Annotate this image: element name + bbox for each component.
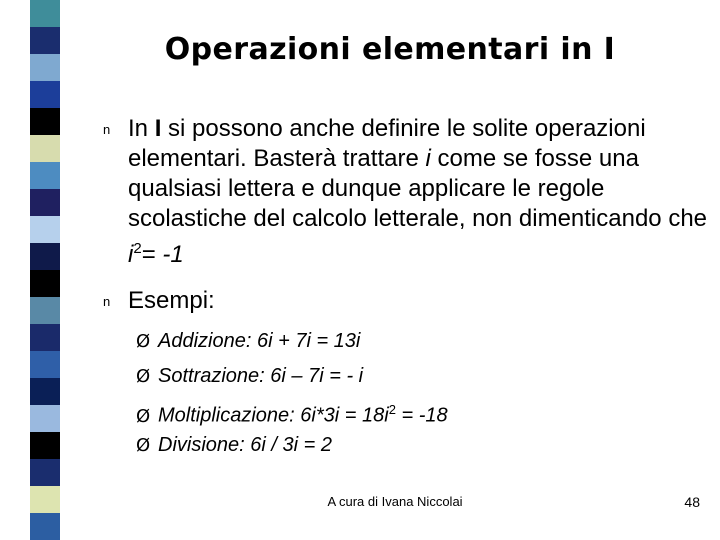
example-expression: : 6i / 3i = 2 — [239, 434, 332, 456]
page-number: 48 — [684, 494, 700, 510]
exponent: 2 — [133, 240, 142, 257]
example-label: Moltiplicazione — [158, 404, 290, 427]
strip-block — [30, 405, 60, 432]
strip-block — [30, 297, 60, 324]
arrow-bullet-icon: Ø — [136, 366, 151, 387]
example-exponent: 2 — [388, 402, 396, 417]
example-multiplication — [136, 398, 448, 429]
bullet-2: Esempi: — [128, 287, 215, 314]
strip-block — [30, 216, 60, 243]
strip-block — [30, 270, 60, 297]
example-addition — [136, 329, 360, 354]
strip-block — [30, 135, 60, 162]
imaginary-unit-2: i — [128, 241, 134, 268]
bullet-marker-2: n — [103, 294, 111, 309]
arrow-bullet-icon: Ø — [136, 331, 151, 352]
strip-block — [30, 432, 60, 459]
strip-block — [30, 54, 60, 81]
example-label: Sottrazione — [158, 365, 260, 387]
bullet-1-text3: = — [141, 241, 163, 268]
strip-block — [30, 162, 60, 189]
strip-block — [30, 324, 60, 351]
example-expression: : 6i + 7i = 13i — [245, 330, 361, 352]
imaginary-unit-1: i — [425, 145, 431, 172]
example-expression-end: = -18 — [395, 404, 448, 427]
strip-block — [30, 513, 60, 540]
arrow-bullet-icon: Ø — [136, 435, 151, 456]
example-expression: : 6i*3i = 18i — [289, 404, 389, 427]
bullet-1-lead: In — [128, 115, 155, 142]
slide-title: Operazioni elementari in I — [164, 32, 616, 67]
example-expression: : 6i – 7i = - i — [259, 365, 364, 387]
strip-block — [30, 0, 60, 27]
decorative-color-strip — [30, 0, 60, 540]
example-subtraction — [136, 364, 363, 389]
arrow-bullet-icon: Ø — [136, 405, 151, 427]
example-label: Divisione — [158, 434, 240, 456]
strip-block — [30, 486, 60, 513]
bullet-1-text2: come se fosse una qualsiasi lettera e dunque applicare le regole scolastiche del calcolo letterale, non dimenticando che — [128, 145, 708, 232]
strip-block — [30, 81, 60, 108]
imaginary-set-symbol: I — [154, 115, 162, 142]
bullet-1-value: -1 — [162, 241, 184, 268]
strip-block — [30, 189, 60, 216]
strip-block — [30, 243, 60, 270]
strip-block — [30, 378, 60, 405]
strip-block — [30, 108, 60, 135]
example-division — [136, 433, 332, 458]
bullet-marker-1: n — [103, 122, 111, 137]
footer-author: A cura di Ivana Niccolai — [327, 494, 463, 509]
strip-block — [30, 459, 60, 486]
bullet-1-text1: si possono anche definire le solite operazioni elementari. Basterà trattare — [128, 115, 646, 172]
example-label: Addizione — [158, 330, 246, 352]
strip-block — [30, 27, 60, 54]
bullet-1 — [128, 114, 708, 270]
strip-block — [30, 351, 60, 378]
